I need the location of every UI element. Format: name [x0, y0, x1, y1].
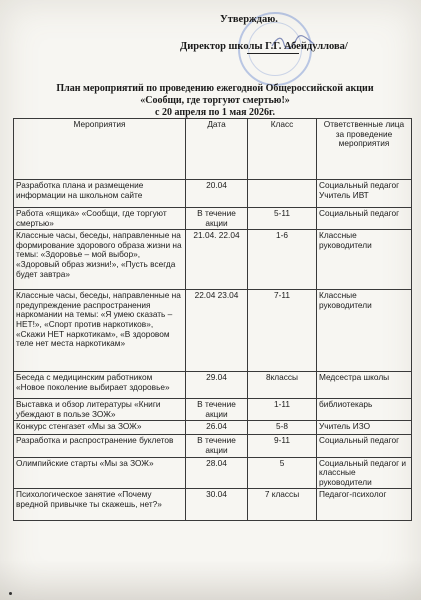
paper-shadow [0, 560, 421, 600]
event-cell: Работа «ящика» «Сообщи, где торгуют смертью» [14, 208, 186, 230]
grade-cell: 5-11 [248, 208, 317, 230]
event-cell: Беседа с медицинским работником «Новое поколение выбирает здоровье» [14, 372, 186, 399]
date-cell: 22.04 23.04 [186, 290, 248, 372]
date-cell: 29.04 [186, 372, 248, 399]
grade-cell: 1-6 [248, 230, 317, 290]
grade-cell: 8классы [248, 372, 317, 399]
responsible-cell: Медсестра школы [317, 372, 412, 399]
grade-cell: 5-8 [248, 421, 317, 435]
responsible-cell: Педагог-психолог [317, 489, 412, 521]
date-cell: 20.04 [186, 180, 248, 208]
date-cell: 28.04 [186, 457, 248, 489]
responsible-cell: Социальный педагог [317, 435, 412, 457]
event-cell: Классные часы, беседы, направленные на предупреждение распространения наркомании на темы: «Я умею сказать – НЕТ!», «Спорт против наркотиков», «Скажи НЕТ наркотикам», «В здоровом теле нет места наркотикам» [14, 290, 186, 372]
table-row [14, 399, 412, 421]
date-cell: 26.04 [186, 421, 248, 435]
responsible-cell: Учитель ИЗО [317, 421, 412, 435]
table-header-row [14, 119, 412, 180]
responsible-cell: Социальный педагог [317, 208, 412, 230]
director-signer-line: Директор школы Г.Г. Абейдуллова/ [180, 41, 348, 52]
header-date: Дата [186, 119, 248, 180]
signature-underline [247, 53, 299, 54]
table-row [14, 421, 412, 435]
table-row [14, 372, 412, 399]
grade-cell [248, 180, 317, 208]
responsible-cell: Социальный педагог и классные руководители [317, 457, 412, 489]
table-row [14, 180, 412, 208]
approval-word: Утверждаю. [220, 14, 278, 25]
table-row [14, 208, 412, 230]
title-line-2: «Сообщи, где торгуют смертью!» [140, 95, 290, 106]
event-cell: Выставка и обзор литературы «Книги убеждают в пользе ЗОЖ» [14, 399, 186, 421]
event-cell: Олимпийские старты «Мы за ЗОЖ» [14, 457, 186, 489]
responsible-cell: библиотекарь [317, 399, 412, 421]
event-cell: Классные часы, беседы, направленные на формирование здорового образа жизни на темы: «Здоровье – мой выбор», «Здоровый образ жизни!», «Пусть всегда будет завтра» [14, 230, 186, 290]
table-body [14, 180, 412, 521]
responsible-cell: Классные руководители [317, 290, 412, 372]
grade-cell: 9-11 [248, 435, 317, 457]
responsible-cell: Классные руководители [317, 230, 412, 290]
table-row [14, 230, 412, 290]
event-cell: Психологическое занятие «Почему вредной привычке ты скажешь, нет?» [14, 489, 186, 521]
event-cell: Разработка и распространение буклетов [14, 435, 186, 457]
responsible-cell: Социальный педагог Учитель ИВТ [317, 180, 412, 208]
date-cell: В течение акции [186, 208, 248, 230]
date-cell: В течение акции [186, 399, 248, 421]
grade-cell: 5 [248, 457, 317, 489]
table-row [14, 290, 412, 372]
events-table [13, 118, 412, 521]
date-cell: 30.04 [186, 489, 248, 521]
header-events: Мероприятия [14, 119, 186, 180]
header-responsible: Ответственные лица за проведение мероприятия [317, 119, 412, 180]
date-cell: 21.04. 22.04 [186, 230, 248, 290]
grade-cell: 1-11 [248, 399, 317, 421]
plan-title [40, 83, 390, 119]
event-cell: Разработка плана и размещение информации на школьном сайте [14, 180, 186, 208]
title-line-3: с 20 апреля по 1 мая 2026г. [155, 107, 275, 118]
table-row [14, 435, 412, 457]
grade-cell: 7 классы [248, 489, 317, 521]
paper-speck [9, 592, 12, 595]
header-grade: Класс [248, 119, 317, 180]
table-row [14, 457, 412, 489]
grade-cell: 7-11 [248, 290, 317, 372]
event-cell: Конкурс стенгазет «Мы за ЗОЖ» [14, 421, 186, 435]
date-cell: В течение акции [186, 435, 248, 457]
table-row [14, 489, 412, 521]
title-line-1: План мероприятий по проведению ежегодной Общероссийской акции [56, 83, 374, 94]
